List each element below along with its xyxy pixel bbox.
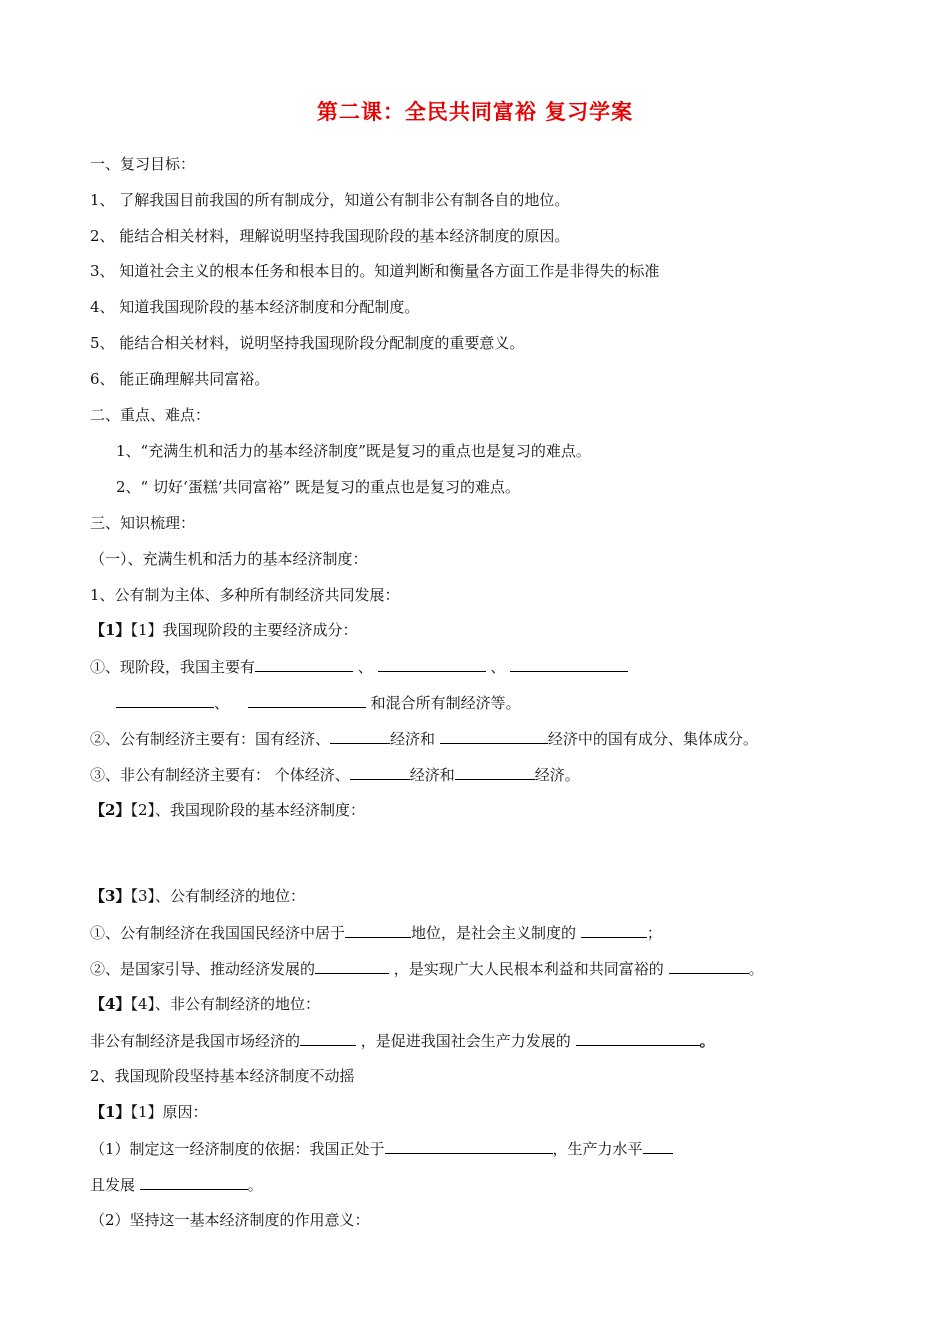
c1-suffix: 。 — [699, 1032, 715, 1050]
fill-line-a4 — [90, 764, 580, 785]
blank-field[interactable] — [455, 764, 535, 780]
section-heading-key-points: 二、重点、难点： — [90, 406, 211, 424]
blank-field[interactable] — [440, 728, 548, 744]
blank-field[interactable] — [581, 922, 647, 938]
bracket-heading-5 — [90, 1102, 207, 1122]
bracket-heading-1 — [90, 620, 357, 640]
blank-field[interactable] — [378, 656, 486, 672]
bracket-heading-2-text: 【2】、我国现阶段的基本经济制度： — [130, 801, 365, 819]
fill-line-b1 — [90, 922, 662, 943]
c1-prefix: 非公有制经济是我国市场经济的 — [90, 1032, 301, 1050]
d2-suffix: 。 — [247, 1176, 263, 1194]
a1-prefix: ①、现阶段，我国主要有 — [90, 658, 256, 676]
bracket-label: 【1】 — [90, 1103, 131, 1121]
a4-prefix: ③、非公有制经济主要有： 个体经济、 — [90, 766, 350, 784]
bracket-label: 【3】 — [90, 887, 131, 905]
a1-separator-1: 、 — [357, 658, 373, 676]
bracket-heading-3 — [90, 886, 305, 906]
bracket-heading-5-text: 【1】原因： — [130, 1103, 208, 1121]
d1-prefix: （1）制定这一经济制度的依据：我国正处于 — [90, 1140, 385, 1158]
fill-line-d1 — [90, 1138, 673, 1159]
bracket-heading-2 — [90, 800, 365, 820]
blank-field[interactable] — [248, 692, 366, 708]
fill-line-c1 — [90, 1030, 715, 1051]
b2-prefix: ②、是国家引导、推动经济发展的 — [90, 960, 316, 978]
key-point-1: 1、“充满生机和活力的基本经济制度”既是复习的重点也是复习的难点。 — [116, 442, 591, 460]
fill-line-d2 — [90, 1174, 263, 1195]
a3-middle: 经济和 — [390, 730, 436, 748]
fill-line-a3 — [90, 728, 758, 749]
a1-separator-2: 、 — [490, 658, 506, 676]
blank-field[interactable] — [315, 958, 389, 974]
a3-suffix: 经济中的国有成分、集体成分。 — [547, 730, 758, 748]
blank-field[interactable] — [385, 1138, 553, 1154]
bracket-label: 【1】 — [90, 621, 131, 639]
fill-line-a1 — [90, 656, 628, 677]
blank-field[interactable] — [643, 1138, 673, 1154]
bracket-heading-1-text: 【1】我国现阶段的主要经济成分： — [130, 621, 358, 639]
a2-separator: 、 — [214, 694, 230, 712]
goal-item-3: 3、 知道社会主义的根本任务和根本目的。知道判断和衡量各方面工作是非得失的标准 — [90, 262, 660, 280]
d2-prefix: 且发展 — [90, 1176, 136, 1194]
b2-middle: ，是实现广大人民根本利益和共同富裕的 — [393, 960, 664, 978]
bracket-heading-3-text: 【3】、公有制经济的地位： — [130, 887, 305, 905]
blank-field[interactable] — [116, 692, 214, 708]
bracket-label: 【4】 — [90, 995, 131, 1013]
b1-suffix: ； — [646, 924, 662, 942]
c1-middle: ，是促进我国社会生产力发展的 — [360, 1032, 571, 1050]
fill-line-b2 — [90, 958, 764, 979]
subheading-ownership: 1、公有制为主体、多种所有制经济共同发展： — [90, 586, 400, 604]
bracket-label: 【2】 — [90, 801, 131, 819]
b1-prefix: ①、公有制经济在我国国民经济中居于 — [90, 924, 346, 942]
bracket-heading-4 — [90, 994, 320, 1014]
b1-middle: 地位，是社会主义制度的 — [411, 924, 577, 942]
blank-field[interactable] — [255, 656, 353, 672]
page-title: 第二课：全民共同富裕 复习学案 — [316, 100, 634, 124]
goal-item-6: 6、 能正确理解共同富裕。 — [90, 370, 270, 388]
blank-field[interactable] — [300, 1030, 356, 1046]
blank-field[interactable] — [140, 1174, 248, 1190]
section-heading-goals: 一、复习目标： — [90, 155, 196, 173]
blank-field[interactable] — [345, 922, 411, 938]
goal-item-4: 4、 知道我国现阶段的基本经济制度和分配制度。 — [90, 298, 420, 316]
fill-line-a2 — [116, 692, 521, 713]
a3-prefix: ②、公有制经济主要有：国有经济、 — [90, 730, 331, 748]
blank-field[interactable] — [576, 1030, 700, 1046]
subheading-uphold-system: 2、我国现阶段坚持基本经济制度不动摇 — [90, 1067, 355, 1085]
a4-middle: 经济和 — [409, 766, 455, 784]
blank-field[interactable] — [510, 656, 628, 672]
goal-item-2: 2、 能结合相关材料，理解说明坚持我国现阶段的基本经济制度的原因。 — [90, 227, 570, 245]
b2-suffix: 。 — [748, 960, 764, 978]
bracket-heading-4-text: 【4】、非公有制经济的地位： — [130, 995, 320, 1013]
section-heading-knowledge: 三、知识梳理： — [90, 514, 196, 532]
question-significance: （2）坚持这一基本经济制度的作用意义： — [90, 1211, 370, 1229]
key-point-2: 2、“ 切好‘蛋糕’共同富裕” 既是复习的重点也是复习的难点。 — [116, 478, 520, 496]
blank-field[interactable] — [350, 764, 410, 780]
d1-middle: ，生产力水平 — [552, 1140, 643, 1158]
part-heading-economic-system: （一）、充满生机和活力的基本经济制度： — [90, 550, 368, 568]
a2-suffix: 和混合所有制经济等。 — [370, 694, 521, 712]
a4-suffix: 经济。 — [534, 766, 580, 784]
blank-field[interactable] — [330, 728, 390, 744]
goal-item-5: 5、 能结合相关材料，说明坚持我国现阶段分配制度的重要意义。 — [90, 334, 525, 352]
goal-item-1: 1、 了解我国目前我国的所有制成分，知道公有制非公有制各自的地位。 — [90, 191, 570, 209]
blank-field[interactable] — [669, 958, 749, 974]
